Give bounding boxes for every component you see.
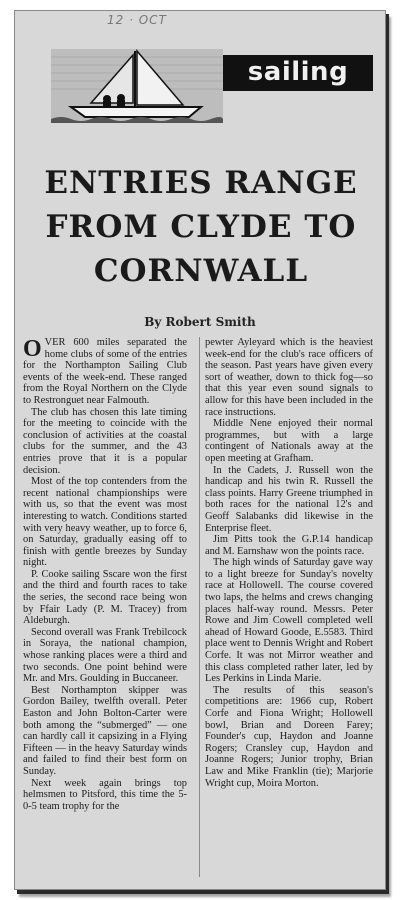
headline-line-3: CORNWALL [93,253,309,289]
paragraph: OVER 600 miles separated the home clubs of some of the entries for the Northampton Sailing Club events of the week-end. These ranged from the Royal Northern on the Clyde to Restronguet near Falmouth. [23,336,187,406]
headline [29,161,373,293]
newspaper-clipping [14,10,386,890]
paragraph: Best Northampton skipper was Gordon Bailey, twelfth overall. Peter Easton and John Bolton-Carter were both among the “submerged” — one can hardly call it capsizing in a Flying Fifteen — in the heavy Saturday winds and failed to find their best form on Sunday. [23,684,187,777]
paragraph: P. Cooke sailing Sscare won the first and the third and fourth races to take the series, the second race being won by Ffair Lady (P. M. Tracey) from Aldeburgh. [23,568,187,627]
headline-line-2: FROM CLYDE TO [45,209,357,245]
paragraph: Middle Nene enjoyed their normal programmes, but with a large contingent of Nationals away at the open meeting at Grafham. [205,418,373,464]
headline-line-1: ENTRIES RANGE [44,165,358,201]
paragraph: The results of this season's competitions are: 1966 cup, Robert Corfe and Fiona Wright; Hollowell bowl, Brian and Doreen Farey; Founder's cup, Haydon and Joanne Rogers; Cransley cup, Haydon and Joanne Rogers; Junior trophy, Brian Law and Mike Franklin (tie); Marjorie Wright cup, Moira Morton. [205,684,373,789]
paragraph: pewter Ayleyard which is the heaviest week-end for the club's race officers of the season. Past years have given every sort of weather, down to thick fog—so that this year even sound signals to allow for this have been included in the race instructions. [205,337,373,418]
paragraph: Second overall was Frank Trebilcock in Soraya, the national champion, whose ranking places were a third and two seconds. One point behind were Mr. and Mrs. Goulding in Buccaneer. [23,626,187,685]
sailing-banner-title: sailing [223,55,373,91]
article-column-right [205,337,373,789]
paragraph: The high winds of Saturday gave way to a light breeze for Sunday's novelty race at Hollowell. The course covered two laps, the helms and crews changing places half-way round. Messrs. Peter Rowe and Jim Cowell completed well ahead of Howard Goode, E.5583. Third place went to Dennis Wright and Robert Corfe. It was not Mirror weather and this class completed rather later, led by Les Perkins in Linda Marie. [205,557,373,685]
paragraph: In the Cadets, J. Russell won the handicap and his twin R. Russell the class points. Harry Greene triumphed in both races for the national 12's and Geoff Salabanks did likewise in the Enterprise fleet. [205,464,373,534]
paragraph: Most of the top contenders from the recent national championships were with us, so that the event was most interesting to watch. Conditions started with very heavy weather, up to force 6, on Saturday, gradually easing off to finish with gentle breezes by Sunday night. [23,476,187,569]
article-column-left [23,337,187,812]
paragraph: Next week again brings top helmsmen to Pitsford, this time the 5-0-5 team trophy for the [23,777,187,812]
sailing-banner [51,49,383,123]
drop-cap: O [23,336,42,362]
handwritten-date: 12 · OCT [107,13,167,27]
byline: By Robert Smith [144,315,256,329]
paragraph: The club has chosen this late timing for the meeting to coincide with the conclusion of activities at the coastal clubs for the summer, and the 43 entries prove that it is a popular decision. [23,406,187,476]
column-divider [199,337,200,877]
paragraph: Jim Pitts took the G.P.14 handicap and M. Earnshaw won the points race. [205,534,373,557]
sailboat-illustration-icon [51,49,223,123]
